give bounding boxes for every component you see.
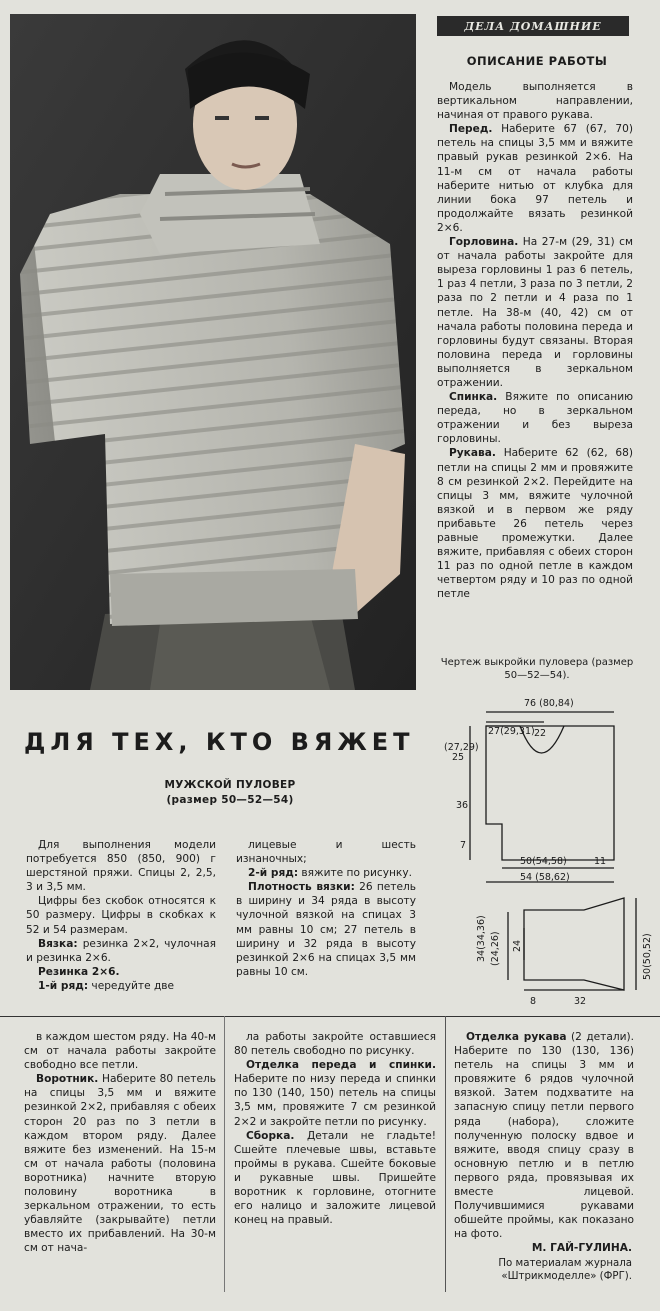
paragraph-lead: Горловина. — [449, 236, 519, 249]
paragraph — [437, 390, 633, 446]
paragraph-text: (2 детали). Наберите по 130 (130, 136) петель на спицы 3 мм и провяжите 6 рядов чулочной вязкой. Затем подхватите на запасную спицу петли первого ряда (набора), сложите полученную полоску вдвое и вяжите, вводя спицу сразу в основную петлю и в петлю первого ряда, провязывая их вместе лицевой. Получившимися рукавами обшейте проймы, как показано на фото. — [454, 1031, 634, 1241]
column-divider-2 — [445, 1016, 446, 1292]
paragraph-text: Наберите 62 (62, 68) петли на спицы 2 мм и провяжите 8 см резинкой 2×2. Перейдите на спицы 3 мм, вяжите чулочной вязкой и в первом же ряду прибавьте 26 петель через равные промежутки. Далее вяжите, прибавляя с обеих сторон 11 раз по одной петле в каждом четвертом ряду и 10 раз по одной петле — [437, 447, 633, 601]
paragraph-text: Модель выполняется в вертикальном направлении, начиная от правого рукава. — [437, 81, 633, 122]
paragraph-lead: Отделка переда и спинки. — [246, 1059, 436, 1072]
paragraph — [236, 866, 416, 880]
paragraph-lead: 1-й ряд: — [38, 979, 89, 992]
dim-sleeve-rib: 8 — [530, 996, 537, 1007]
paragraph — [24, 1030, 216, 1072]
subtitle-line2: (размер 50—52—54) — [166, 794, 294, 806]
pattern-drawing — [424, 690, 660, 1015]
paragraph — [26, 965, 216, 979]
paragraph-text: резинка 2×2, чулочная и резинка 2×6. — [26, 937, 216, 964]
dim-body-height: 36 — [456, 800, 469, 811]
paragraph — [26, 937, 216, 965]
paragraph — [437, 122, 633, 235]
paragraph — [454, 1030, 634, 1241]
paragraph-text: в каждом шестом ряду. На 40-м см от начала работы закройте свободно все петли. — [24, 1031, 216, 1072]
middle-column-text — [236, 838, 416, 979]
paragraph-text: Наберите 80 петель на спицы 3,5 мм и вяжите резинкой 2×2, прибавляя с обеих сторон 20 раз по 3 петли в каждом втором ряду. Далее вяжите без изменений. На 15-м см от начала работы (половина воротника) начните вторую половину воротника в зеркальном отражении, то есть убавляйте (закрывайте) петли вместо их прибавлений. На 30-м см от нача- — [24, 1073, 216, 1255]
dim-shoulder: 27(29,31) — [488, 726, 535, 737]
paragraph — [236, 880, 416, 979]
dim-full-bottom: 54 (58,62) — [520, 872, 570, 883]
paragraph — [437, 235, 633, 390]
paragraph-text: Вяжите по описанию переда, но в зеркальном отражении и без выреза горловины. — [437, 391, 633, 446]
right-column-text — [437, 80, 633, 601]
bottom-column-2 — [234, 1030, 436, 1227]
pattern-caption: Чертеж выкройки пуловера (размер 50—52—54). — [440, 657, 634, 681]
dim-neck: 22 — [534, 728, 547, 739]
paragraph-text: Наберите 67 (67, 70) петель на спицы 3,5 мм и вяжите правый рукав резинкой 2×6. На 11-м см от начала работы наберите нитью от клубка для линии бока 97 петель и продолжайте вязать резинкой 2×6. — [437, 123, 633, 234]
source-note: По материалам журнала «Штрикмоделле» (ФРГ). — [498, 1258, 632, 1282]
paragraph-text: ла работы закройте оставшиеся 80 петель свободно по рисунку. — [234, 1031, 436, 1058]
dim-neck-depth: 25 — [452, 752, 465, 763]
photo-illustration — [10, 14, 416, 690]
paragraph — [437, 80, 633, 122]
dim-bottom-width: 50(54,58) — [520, 856, 567, 867]
paragraph — [26, 838, 216, 894]
paragraph-text: 26 петель в ширину и 34 ряда в высоту чулочной вязкой на спицах 3 мм равны 10 см; 27 петель в ширину и 32 ряда в высоту резинкой 2×6 на спицах 3,5 мм равны 10 см. — [236, 881, 416, 978]
paragraph-lead: Вязка: — [38, 937, 78, 950]
paragraph — [26, 894, 216, 936]
subtitle — [120, 778, 340, 808]
dim-sleeve-top: 50(50,52) — [642, 933, 653, 980]
paragraph-lead: Спинка. — [449, 391, 498, 404]
main-title: ДЛЯ ТЕХ, КТО ВЯЖЕТ — [24, 728, 415, 756]
bottom-column-1 — [24, 1030, 216, 1256]
paragraph-text: лицевые и шесть изнаночных; — [236, 839, 416, 866]
paragraph-lead: Отделка рукава — [466, 1031, 567, 1043]
dim-sleeve-length: 32 — [574, 996, 587, 1007]
dim-side: 11 — [594, 856, 607, 867]
paragraph-lead: Воротник. — [36, 1073, 99, 1086]
dim-hem: 7 — [460, 840, 467, 851]
rubric-label: ДЕЛА ДОМАШНИЕ — [437, 16, 629, 36]
sweater-photo — [10, 14, 416, 690]
paragraph — [24, 1072, 216, 1255]
dim-sleeve-cuff: 24 — [512, 939, 523, 952]
section-title: ОПИСАНИЕ РАБОТЫ — [466, 54, 608, 68]
paragraph-text: чередуйте две — [88, 979, 175, 992]
paragraph-lead: Рукава. — [449, 447, 496, 460]
dim-sleeve-cuff-alt: (24,26) — [490, 931, 501, 966]
paragraph-text: вяжите по рисунку. — [298, 867, 412, 880]
paragraph-text: Цифры без скобок относятся к 50 размеру. Цифры в скобках к 52 и 54 размерам. — [26, 895, 216, 936]
subtitle-line1: МУЖСКОЙ ПУЛОВЕР — [164, 779, 296, 791]
author-signature: М. ГАЙ-ГУЛИНА. — [531, 1242, 632, 1254]
dim-neck-depth-alt: (27,29) — [444, 742, 479, 753]
pattern-diagram — [424, 690, 660, 1015]
paragraph-lead: Сборка. — [246, 1129, 295, 1142]
paragraph-lead: Плотность вязки: — [248, 881, 355, 894]
paragraph — [26, 979, 216, 993]
paragraph-text: Наберите по низу переда и спинки по 130 (140, 150) петель на спицы 3,5 мм, провяжите 7 см резинкой 2×2 и закройте петли по рисунку. — [234, 1073, 436, 1128]
paragraph-lead: 2-й ряд: — [248, 867, 299, 880]
horizontal-divider — [0, 1016, 660, 1017]
paragraph-lead: Перед. — [449, 123, 493, 136]
paragraph-text: На 27-м (29, 31) см от начала работы закройте для выреза горловины 1 раз 6 петель, 1 раз 4 петли, 3 раза по 3 петли, 2 раза по 2 петли и 4 раза по 1 петле. На 38-м (40, 42) см от начала работы половина переда и горловины будут связаны. Вторая половина переда и горловины выполняется в зеркальном отражении. — [437, 236, 633, 389]
paragraph-text: Для выполнения модели потребуется 850 (850, 900) г шерстяной пряжи. Спицы 2, 2,5, 3 и 3,5 мм. — [26, 839, 216, 894]
paragraph — [234, 1030, 436, 1058]
paragraph — [236, 838, 416, 866]
left-column-text — [26, 838, 216, 993]
dim-width-total: 76 (80,84) — [524, 698, 574, 709]
bottom-column-3 — [454, 1030, 634, 1241]
paragraph-lead: Резинка 2×6. — [38, 965, 120, 978]
dim-sleeve-height: 34(34,36) — [476, 915, 487, 962]
paragraph — [437, 446, 633, 601]
paragraph — [234, 1129, 436, 1228]
paragraph — [234, 1058, 436, 1128]
paragraph-text: Детали не гладьте! Сшейте плечевые швы, вставьте проймы в рукава. Сшейте боковые и рукавные швы. Пришейте воротник к горловине, отогните его налицо и заложите лицевой конец на правый. — [234, 1129, 436, 1227]
column-divider-1 — [224, 1016, 225, 1292]
